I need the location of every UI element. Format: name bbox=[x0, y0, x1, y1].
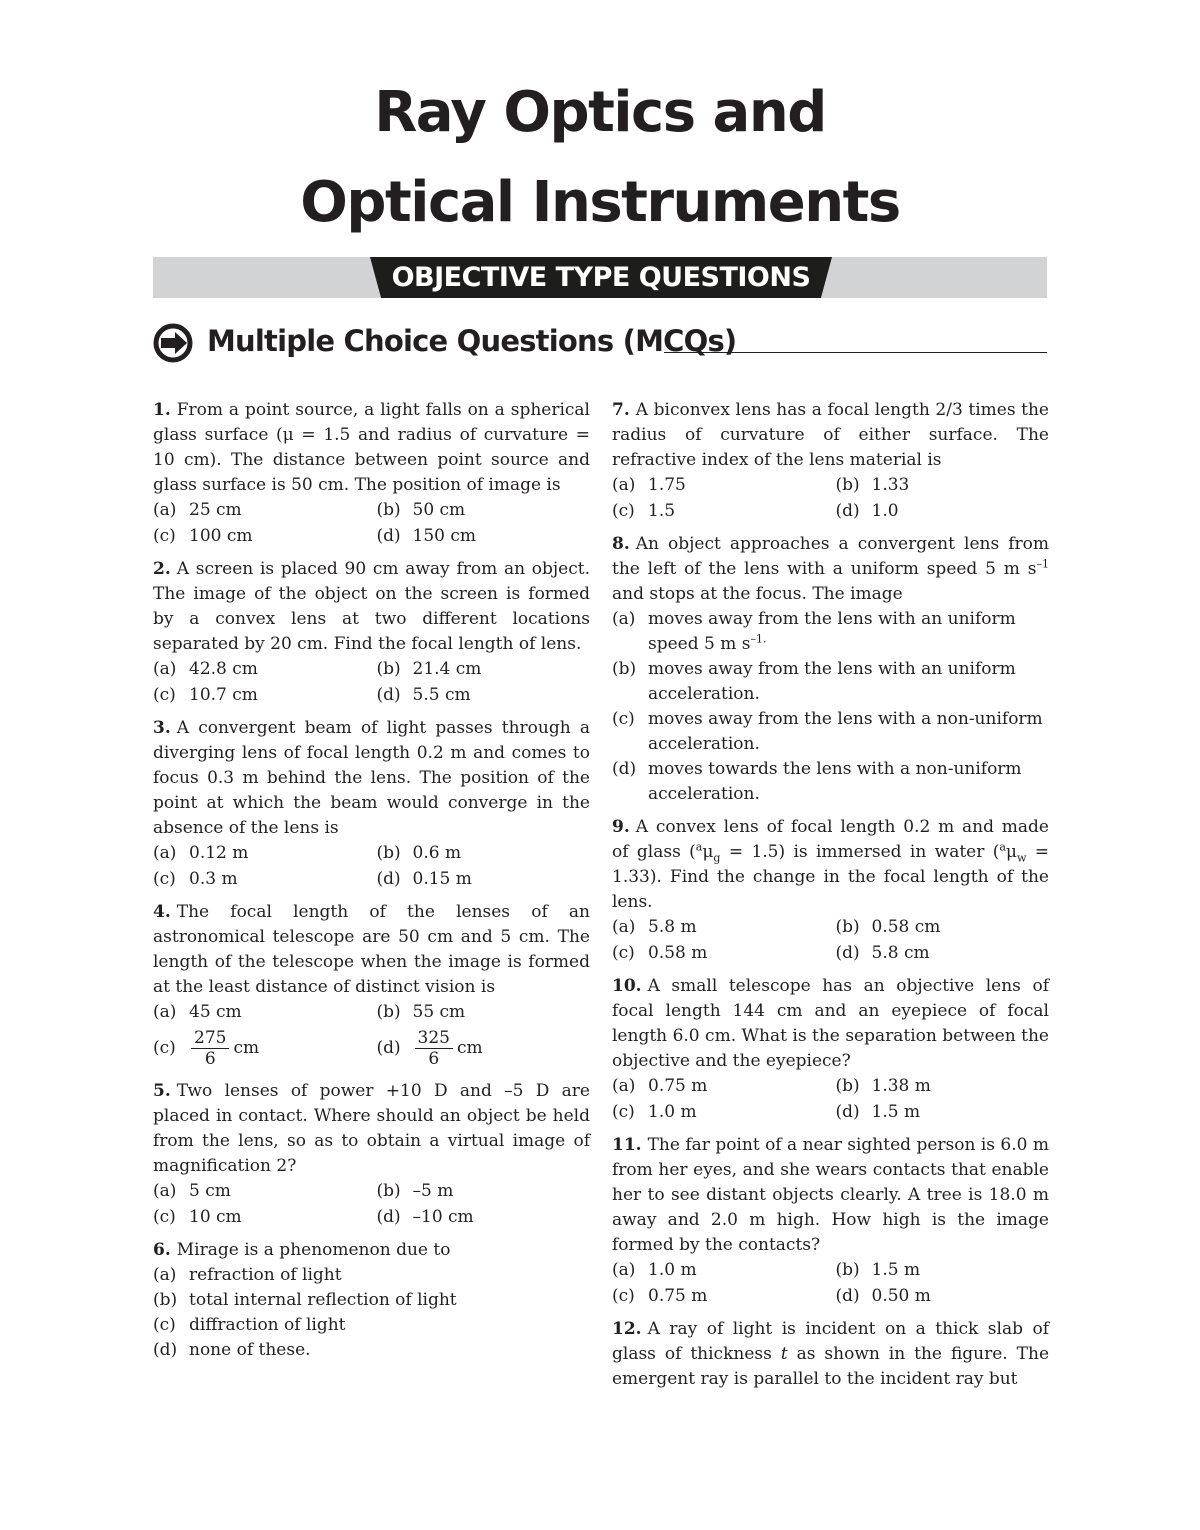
question-12 bbox=[612, 1317, 1049, 1392]
option-d: (d) moves towards the lens with a non-uniform acceleration. bbox=[612, 759, 1022, 804]
option-d: (d) 0.15 m bbox=[376, 869, 472, 889]
option-c: (c) 0.58 m bbox=[612, 943, 708, 963]
option-a: (a) 1.75 bbox=[612, 475, 686, 495]
question-stem: 3. A convergent beam of light passes through a diverging lens of focal length 0.2 m and comes to focus 0.3 m behind the lens. The position of the point at which the beam would converge in the absence of the lens is bbox=[153, 718, 590, 838]
option-b: (b) moves away from the lens with an uniform acceleration. bbox=[612, 659, 1016, 704]
question-stem: 11. The far point of a near sighted person is 6.0 m from her eyes, and she wears contacts that enable her to see distant objects clearly. A tree is 18.0 m away and 2.0 m high. How high is the image formed by the contacts? bbox=[612, 1135, 1049, 1255]
page-title-line1: Ray Optics and bbox=[374, 80, 826, 145]
options bbox=[612, 473, 1049, 524]
option-c: (c) 1.0 m bbox=[612, 1102, 697, 1122]
question-stem: 9. A convex lens of focal length 0.2 m and made of glass $(^a\mu_g = 1.5)$ is immersed in water $(^a\mu_w = 1.33)$. Find the change in the focal length of the lens. bbox=[612, 817, 1049, 912]
option-c: (c) 10 cm bbox=[153, 1207, 242, 1227]
option-b: (b) 0.6 m bbox=[376, 843, 462, 863]
option-b: (b) –5 m bbox=[376, 1181, 454, 1201]
section-banner: OBJECTIVE TYPE QUESTIONS bbox=[391, 262, 811, 293]
question-4 bbox=[153, 900, 590, 1071]
option-c: (c) $\frac{275}{6}$ cm bbox=[153, 1027, 260, 1069]
option-d: (d) –10 cm bbox=[376, 1207, 474, 1227]
option-a: (a) 1.0 m bbox=[612, 1260, 697, 1280]
question-9 bbox=[612, 815, 1049, 966]
option-d: (d) 5.8 cm bbox=[835, 943, 930, 963]
options bbox=[612, 915, 1049, 966]
question-stem: 12. A ray of light is incident on a thick slab of glass of thickness t as shown in the figure. The emergent ray is parallel to the incident ray but bbox=[612, 1319, 1050, 1389]
option-b: (b) 21.4 cm bbox=[376, 659, 482, 679]
mcq-heading: Multiple Choice Questions (MCQs) bbox=[207, 324, 737, 358]
question-6 bbox=[153, 1238, 590, 1363]
question-stem: 6. Mirage is a phenomenon due to bbox=[153, 1240, 451, 1260]
question-stem: 1. From a point source, a light falls on a spherical glass surface (μ = 1.5 and radius of curvature = 10 cm). The distance between point source and glass surface is 50 cm. The position of image is bbox=[153, 400, 590, 495]
option-b: (b) 1.5 m bbox=[835, 1260, 921, 1280]
options-fractions bbox=[153, 1025, 590, 1071]
right-column bbox=[612, 398, 1049, 1400]
option-d: (d) 1.5 m bbox=[835, 1102, 921, 1122]
question-stem: 8. An object approaches a convergent lens from the left of the lens with a uniform speed 5 m $s^{-1}$ and stops at the focus. The image bbox=[612, 534, 1049, 604]
options bbox=[153, 841, 590, 892]
option-c: (c) moves away from the lens with a non-uniform acceleration. bbox=[612, 709, 1043, 754]
option-c: (c) diffraction of light bbox=[153, 1315, 346, 1335]
option-c: (c) 10.7 cm bbox=[153, 685, 258, 705]
question-stem: 10. A small telescope has an objective lens of focal length 144 cm and an eyepiece of focal length 6.0 cm. What is the separation between the objective and the eyepiece? bbox=[612, 976, 1049, 1071]
option-a: (a) refraction of light bbox=[153, 1265, 342, 1285]
question-stem: 7. A biconvex lens has a focal length 2/3 times the radius of curvature of either surface. The refractive index of the lens material is bbox=[612, 400, 1049, 470]
options bbox=[153, 657, 590, 708]
question-1 bbox=[153, 398, 590, 549]
option-a: (a) 0.12 m bbox=[153, 843, 249, 863]
option-c: (c) 0.3 m bbox=[153, 869, 238, 889]
option-d: (d) none of these. bbox=[153, 1340, 311, 1360]
option-d: (d) 150 cm bbox=[376, 526, 476, 546]
option-b: (b) 1.38 m bbox=[835, 1076, 931, 1096]
option-d: (d) 1.0 bbox=[835, 501, 899, 521]
options bbox=[153, 498, 590, 549]
option-b: (b) 1.33 bbox=[835, 475, 910, 495]
page-title-line2: Optical Instruments bbox=[300, 170, 900, 235]
question-10 bbox=[612, 974, 1049, 1125]
question-stem: 2. A screen is placed 90 cm away from an object. The image of the object on the screen is formed by a convex lens at two different locations separated by 20 cm. Find the focal length of lens. bbox=[153, 559, 590, 654]
arrow-circle-icon bbox=[153, 323, 193, 363]
question-3 bbox=[153, 716, 590, 892]
option-a: (a) 0.75 m bbox=[612, 1076, 708, 1096]
question-8 bbox=[612, 532, 1049, 807]
option-d: (d) 0.50 m bbox=[835, 1286, 931, 1306]
question-7 bbox=[612, 398, 1049, 524]
question-stem: 5. Two lenses of power +10 D and –5 D are placed in contact. Where should an object be held from the lens, so as to obtain a virtual image of magnification 2? bbox=[153, 1081, 590, 1176]
option-b: (b) 50 cm bbox=[376, 500, 466, 520]
options bbox=[153, 1179, 590, 1230]
question-2 bbox=[153, 557, 590, 708]
options bbox=[153, 1000, 590, 1025]
option-a: (a) 25 cm bbox=[153, 500, 242, 520]
option-a: (a) 5 cm bbox=[153, 1181, 231, 1201]
question-5 bbox=[153, 1079, 590, 1230]
option-d: (d) 5.5 cm bbox=[376, 685, 471, 705]
option-c: (c) 1.5 bbox=[612, 501, 676, 521]
fraction: $\frac{325}{6}$ bbox=[415, 1028, 453, 1069]
option-b: (b) 55 cm bbox=[376, 1002, 466, 1022]
options bbox=[612, 1074, 1049, 1125]
option-d: (d) $\frac{325}{6}$ cm bbox=[376, 1027, 483, 1069]
option-c: (c) 100 cm bbox=[153, 526, 253, 546]
options bbox=[612, 1258, 1049, 1309]
question-11 bbox=[612, 1133, 1049, 1309]
option-b: (b) 0.58 cm bbox=[835, 917, 941, 937]
question-stem: 4. The focal length of the lenses of an astronomical telescope are 50 cm and 5 cm. The length of the telescope when the image is formed at the least distance of distinct vision is bbox=[153, 902, 590, 997]
left-column bbox=[153, 398, 590, 1371]
option-a: (a) moves away from the lens with an uniform speed 5 m $s^{-1.}$ bbox=[612, 609, 1016, 654]
option-a: (a) 5.8 m bbox=[612, 917, 697, 937]
option-c: (c) 0.75 m bbox=[612, 1286, 708, 1306]
heading-rule bbox=[664, 352, 1047, 353]
option-b: (b) total internal reflection of light bbox=[153, 1290, 457, 1310]
fraction: $\frac{275}{6}$ bbox=[191, 1028, 229, 1069]
option-a: (a) 45 cm bbox=[153, 1002, 242, 1022]
option-a: (a) 42.8 cm bbox=[153, 659, 258, 679]
